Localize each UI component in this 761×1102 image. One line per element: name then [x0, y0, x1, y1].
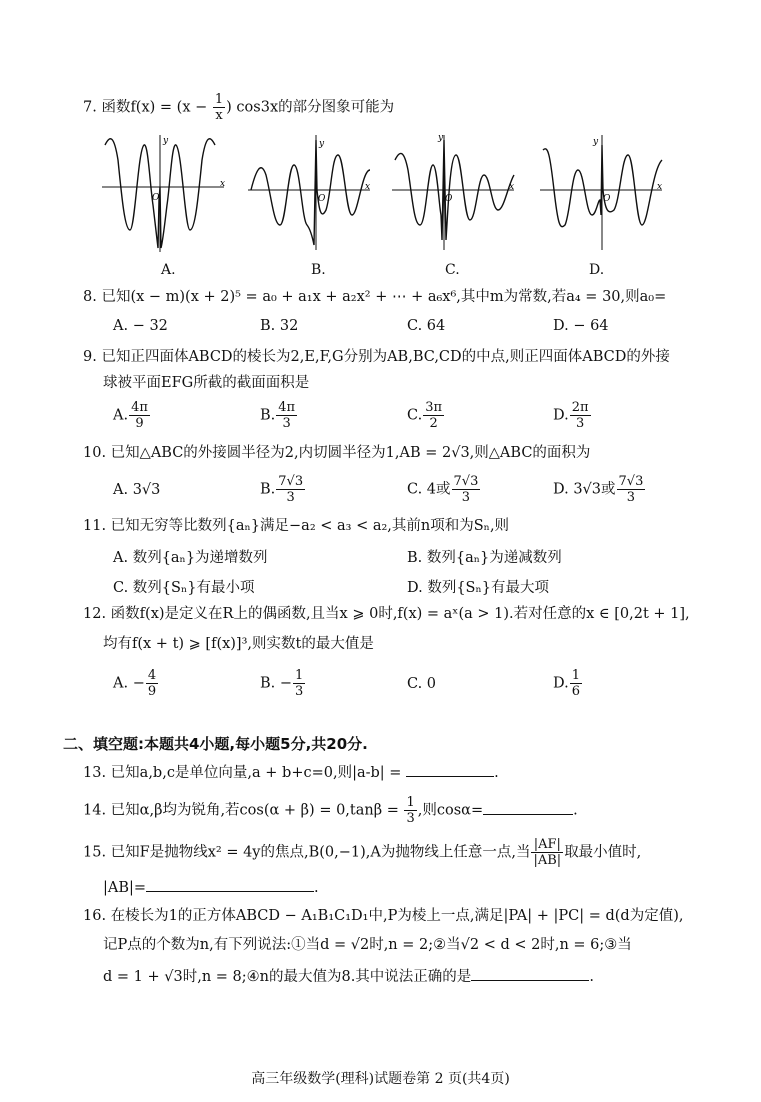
question-12-line1: 12. 函数f(x)是定义在R上的偶函数,且当x ⩾ 0时,f(x) = aˣ(a > 1).若对任意的x ∈ [0,2t + 1],	[83, 606, 690, 622]
q11-option-d: D. 数列{Sₙ}有最大项	[407, 580, 549, 596]
q12-b-frac	[293, 668, 305, 699]
question-16-line2: 记P点的个数为n,有下列说法:①当d = √2时,n = 2;②当√2 < d < 2时,n = 6;③当	[103, 937, 632, 953]
q9-c-num: 3π	[425, 400, 443, 415]
graph-b-y-label: y	[319, 139, 325, 149]
q9-d-num: 2π	[571, 400, 589, 415]
graph-b-x-label: x	[365, 182, 371, 192]
q13-text: 13. 已知a,b,c是单位向量,a + b+c=0,则|a-b| =	[83, 765, 407, 781]
q15-frac	[531, 837, 563, 868]
q9-a-num: 4π	[131, 400, 148, 415]
q9-option-d	[553, 400, 592, 431]
graph-a-x-label: x	[220, 179, 226, 189]
question-14	[83, 795, 578, 826]
q8-option-c: C. 64	[407, 318, 446, 334]
q12-option-d	[553, 668, 583, 699]
question-15-line2	[103, 877, 319, 898]
q15-den: |AB|	[533, 853, 562, 868]
q7-text2: ) cos3x的部分图象可能为	[226, 99, 395, 116]
q10-option-b	[260, 474, 306, 505]
page-footer: 高三年级数学(理科)试题卷第 2 页(共4页)	[251, 1071, 510, 1087]
q13-end: .	[494, 765, 499, 781]
q9-option-b	[260, 400, 298, 431]
q14-text1: 14. 已知α,β均为锐角,若cos(α + β) = 0,tanβ =	[83, 802, 404, 819]
graph-d-y-label: y	[593, 137, 599, 147]
q12-option-c: C. 0	[407, 676, 437, 692]
q10-b-den: 3	[286, 490, 295, 505]
q9-b-frac	[276, 400, 297, 431]
q7-fraction	[213, 92, 225, 123]
q9-c-frac	[423, 400, 444, 431]
q12-b-label: B. −	[260, 675, 293, 692]
graph-a-y-label: y	[163, 136, 169, 146]
graph-a-origin: O	[152, 193, 160, 203]
q15-text2: 取最小值时,	[564, 844, 642, 861]
q10-c-num: 7√3	[453, 474, 479, 489]
q9-c-label: C.	[407, 407, 423, 424]
graph-b-label: B.	[311, 262, 326, 278]
graph-d	[538, 130, 668, 255]
q14-end: .	[573, 802, 578, 819]
q16-end: .	[589, 969, 594, 985]
q10-b-label: B.	[260, 481, 276, 498]
graph-d-origin: O	[603, 194, 611, 204]
q9-option-a	[113, 400, 151, 431]
q15-text1: 15. 已知F是抛物线x² = 4y的焦点,B(0,−1),A为抛物线上任意一点,当	[83, 844, 531, 861]
q14-num: 1	[406, 795, 415, 810]
q15-num: |AF|	[531, 837, 563, 853]
q9-b-den: 3	[282, 416, 291, 431]
q12-b-num: 1	[295, 668, 304, 683]
question-8: 8. 已知(x − m)(x + 2)⁵ = a₀ + a₁x + a₂x² + ⋯ + a₆x⁶,其中m为常数,若a₄ = 30,则a₀=	[83, 289, 667, 305]
graph-b-origin: O	[318, 194, 326, 204]
q11-option-c: C. 数列{Sₙ}有最小项	[113, 580, 255, 596]
graph-c-x-label: x	[509, 182, 515, 192]
q12-option-b	[260, 668, 306, 699]
q15-line2: |AB|=	[103, 880, 147, 896]
q9-d-frac	[570, 400, 591, 431]
graph-a	[100, 130, 230, 255]
q9-option-c	[407, 400, 445, 431]
q10-c-frac	[452, 474, 481, 505]
q7-frac-num: 1	[214, 92, 224, 107]
q9-b-label: B.	[260, 407, 276, 424]
q9-a-label: A.	[113, 407, 129, 424]
q12-d-frac	[570, 668, 582, 699]
q14-frac	[404, 795, 416, 826]
section-heading-fill-in: 二、填空题:本题共4小题,每小题5分,共20分.	[63, 735, 368, 753]
question-9-line1: 9. 已知正四面体ABCD的棱长为2,E,F,G分别为AB,BC,CD的中点,则正四面体ABCD的外接	[83, 349, 670, 365]
q16-line3-text: d = 1 + √3时,n = 8;④n的最大值为8.其中说法正确的是	[103, 969, 472, 985]
q9-a-frac	[129, 400, 150, 431]
q12-d-label: D.	[553, 675, 569, 692]
graph-c	[390, 130, 520, 255]
q9-a-den: 9	[135, 416, 144, 431]
question-11: 11. 已知无穷等比数列{aₙ}满足−a₂ < a₃ < a₂,其前n项和为Sₙ,则	[83, 518, 510, 534]
graph-d-x-label: x	[657, 182, 663, 192]
q16-answer-blank[interactable]	[471, 966, 589, 981]
q14-answer-blank[interactable]	[483, 800, 573, 815]
q13-answer-blank[interactable]	[406, 762, 494, 777]
question-10: 10. 已知△ABC的外接圆半径为2,内切圆半径为1,AB = 2√3,则△ABC的面积为	[83, 445, 591, 461]
q7-text: 7. 函数f(x) = (x −	[83, 99, 212, 116]
q11-option-a: A. 数列{aₙ}为递增数列	[113, 550, 268, 566]
question-12-line2: 均有f(x + t) ⩾ [f(x)]³,则实数t的最大值是	[103, 636, 374, 652]
q10-c-den: 3	[461, 490, 471, 505]
question-13	[83, 762, 499, 783]
q8-option-d: D. − 64	[553, 318, 609, 334]
q12-a-num: 4	[147, 668, 157, 683]
q10-b-num: 7√3	[278, 474, 304, 489]
q10-c-label: C. 4或	[407, 481, 451, 498]
q9-d-label: D.	[553, 407, 569, 424]
q10-d-label: D. 3√3或	[553, 481, 616, 498]
question-7	[83, 92, 394, 123]
q15-end: .	[314, 880, 319, 896]
q10-b-frac	[276, 474, 305, 505]
q12-a-label: A. −	[113, 675, 145, 692]
graph-d-label: D.	[589, 262, 605, 278]
q15-answer-blank[interactable]	[146, 877, 314, 892]
q14-den: 3	[406, 811, 415, 826]
q7-frac-den: x	[215, 108, 223, 123]
graph-a-label: A.	[161, 262, 176, 278]
q14-text2: ,则cosα=	[417, 802, 484, 819]
graph-b	[246, 130, 376, 255]
graph-b-curve	[251, 140, 370, 245]
q10-option-d	[553, 474, 646, 505]
question-15-line1	[83, 837, 641, 868]
q8-option-b: B. 32	[260, 318, 299, 334]
q10-d-frac	[617, 474, 646, 505]
q9-c-den: 2	[429, 416, 438, 431]
q12-d-num: 1	[571, 668, 580, 683]
graph-c-y-label: y	[438, 133, 444, 143]
graph-c-origin: O	[445, 194, 453, 204]
q10-d-num: 7√3	[618, 474, 644, 489]
q11-option-b: B. 数列{aₙ}为递减数列	[407, 550, 562, 566]
q8-option-a: A. − 32	[113, 318, 168, 334]
question-9-line2: 球被平面EFG所截的截面面积是	[103, 375, 310, 391]
question-16-line3	[103, 966, 594, 987]
q10-option-c	[407, 474, 481, 505]
q9-b-num: 4π	[278, 400, 296, 415]
q12-a-frac	[146, 668, 158, 699]
q10-option-a: A. 3√3	[113, 482, 161, 498]
question-16-line1: 16. 在棱长为1的正方体ABCD − A₁B₁C₁D₁中,P为棱上一点,满足|PA| + |PC| = d(d为定值),	[83, 908, 684, 924]
q10-d-den: 3	[626, 490, 636, 505]
q12-d-den: 6	[571, 684, 580, 699]
q12-b-den: 3	[295, 684, 304, 699]
q12-a-den: 9	[147, 684, 157, 699]
q9-d-den: 3	[575, 416, 585, 431]
graph-c-label: C.	[445, 262, 460, 278]
q12-option-a	[113, 668, 159, 699]
